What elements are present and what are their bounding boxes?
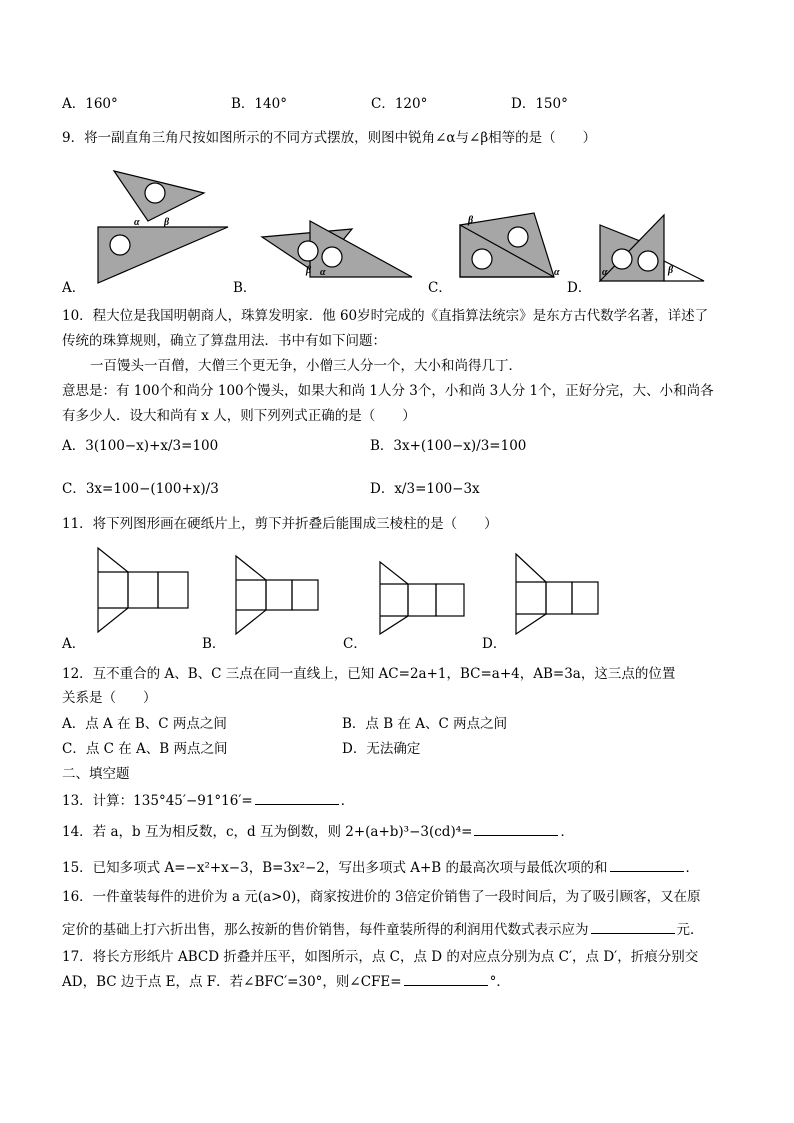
- q11-label-a: A．: [62, 636, 86, 652]
- q17-line1: 17．将长方形纸片 ABCD 折叠并压平，如图所示，点 C，点 D 的对应点分别为点 C′，点 D′，折痕分别交: [62, 949, 699, 965]
- q10-line5: 有多少人．设大和尚有 x 人，则下列列式正确的是（ ）: [62, 408, 416, 424]
- q14-text: 14．若 a，b 互为相反数，c，d 互为倒数，则 2+(a+b)³−3(cd)⁴=: [62, 824, 473, 840]
- q9-figure-c: [460, 213, 560, 278]
- q10-line2: 传统的珠算规则，确立了算盘用法．书中有如下问题：: [62, 333, 386, 349]
- q9-b-beta: β: [306, 265, 312, 276]
- q15: 15．已知多项式 A=−x²+x−3，B=3x²−2，写出多项式 A+B 的最高次项与最低次项的和 ．: [62, 860, 700, 876]
- q17-answer-blank[interactable]: [404, 984, 488, 986]
- q15-answer-blank[interactable]: [610, 870, 684, 872]
- q9-c-alpha: α: [554, 267, 560, 278]
- q9-a-alpha: α: [134, 217, 140, 228]
- q10-option-c: C．3x=100−(100+x)/3: [62, 481, 219, 497]
- q16-line2-wrap: [62, 918, 704, 938]
- q10-option-a: A．3(100−x)+x/3=100: [62, 438, 219, 454]
- q13-answer-blank[interactable]: [255, 803, 339, 805]
- q12-option-d: D．无法确定: [342, 741, 421, 757]
- q14: 14．若 a，b 互为相反数，c，d 互为倒数，则 2+(a+b)³−3(cd)⁴= ．: [62, 824, 574, 840]
- q9-figure-a: [98, 171, 228, 283]
- q9-stem: 9．将一副直角三角尺按如图所示的不同方式摆放，则图中锐角∠α与∠β相等的是（ ）: [62, 130, 597, 146]
- q11-nets: [60, 540, 620, 640]
- q9-figure-d: [600, 215, 704, 281]
- q8-option-d: D．150°: [511, 96, 568, 112]
- q8-option-c: C．120°: [371, 96, 428, 112]
- q16-line2: 定价的基础上打六折出售，那么按新的售价销售，每件童装所得的利润用代数式表示应为: [62, 922, 589, 938]
- q9-label-d: D．: [567, 280, 592, 296]
- q9-label-b: B．: [233, 280, 257, 296]
- q11-net-c: [380, 562, 464, 634]
- q11-net-a: [98, 548, 188, 632]
- q12-line1: 12．互不重合的 A、B、C 三点在同一直线上，已知 AC=2a+1，BC=a+4，AB=3a，这三点的位置: [62, 666, 676, 682]
- q12-line2: 关系是（ ）: [62, 690, 157, 706]
- q12-option-c: C．点 C 在 A、B 两点之间: [62, 741, 228, 757]
- q9-d-alpha: α: [602, 267, 608, 278]
- q9-figure-b: [262, 221, 412, 278]
- q9-d-beta: β: [668, 265, 674, 276]
- q8-option-b: B．140°: [231, 96, 287, 112]
- q12-option-a: A．点 A 在 B、C 两点之间: [62, 716, 227, 732]
- q10-option-d: D．x/3=100−3x: [370, 481, 480, 497]
- q10-line4: 意思是：有 100个和尚分 100个馒头，如果大和尚 1人分 3个，小和尚 3人分 1个，正好分完，大、小和尚各: [62, 383, 714, 399]
- q17-unit: °．: [489, 974, 510, 990]
- q9-label-c: C．: [428, 280, 452, 296]
- q16-answer-blank[interactable]: [591, 932, 675, 934]
- q9-c-beta: β: [468, 215, 474, 226]
- q17-line2: AD，BC 边于点 E，点 F．若∠BFC′=30°，则∠CFE=: [62, 974, 402, 990]
- q9-b-alpha: α: [320, 267, 326, 278]
- q8-option-a: A．160°: [62, 96, 118, 112]
- q16-line1: 16．一件童装每件的进价为 a 元(a>0)，商家按进价的 3倍定价销售了一段时间后，为了吸引顾客，又在原: [62, 889, 701, 905]
- q9-label-a: A．: [62, 280, 86, 296]
- q10-option-b: B．3x+(100−x)/3=100: [370, 438, 527, 454]
- q13-text: 13．计算：135°45′−91°16′=: [62, 793, 253, 809]
- q11-label-c: C．: [343, 636, 367, 652]
- q16-unit: 元．: [676, 922, 704, 938]
- q10-line3: 一百馒头一百僧，大僧三个更无争，小僧三人分一个，大小和尚得几丁．: [90, 358, 522, 374]
- q10-line1: 10．程大位是我国明朝商人，珠算发明家．他 60岁时完成的《直指算法统宗》是东方古代数学名著，详述了: [62, 308, 709, 324]
- q11-stem: 11．将下列图形画在硬纸片上，剪下并折叠后能围成三棱柱的是（ ）: [62, 516, 498, 532]
- q11-label-d: D．: [482, 636, 507, 652]
- q11-net-b: [236, 556, 318, 634]
- q15-text: 15．已知多项式 A=−x²+x−3，B=3x²−2，写出多项式 A+B 的最高次项与最低次项的和: [62, 860, 608, 876]
- q11-net-d: [516, 554, 598, 634]
- q14-answer-blank[interactable]: [474, 834, 558, 836]
- q13: 13．计算：135°45′−91°16′= ．: [62, 793, 355, 809]
- section-heading: 二、填空题: [62, 766, 130, 782]
- q11-label-b: B．: [202, 636, 226, 652]
- q9-a-beta: β: [164, 217, 170, 228]
- q9-figures: [60, 165, 740, 290]
- q12-option-b: B．点 B 在 A、C 两点之间: [342, 716, 508, 732]
- q17-line2-wrap: [62, 970, 510, 990]
